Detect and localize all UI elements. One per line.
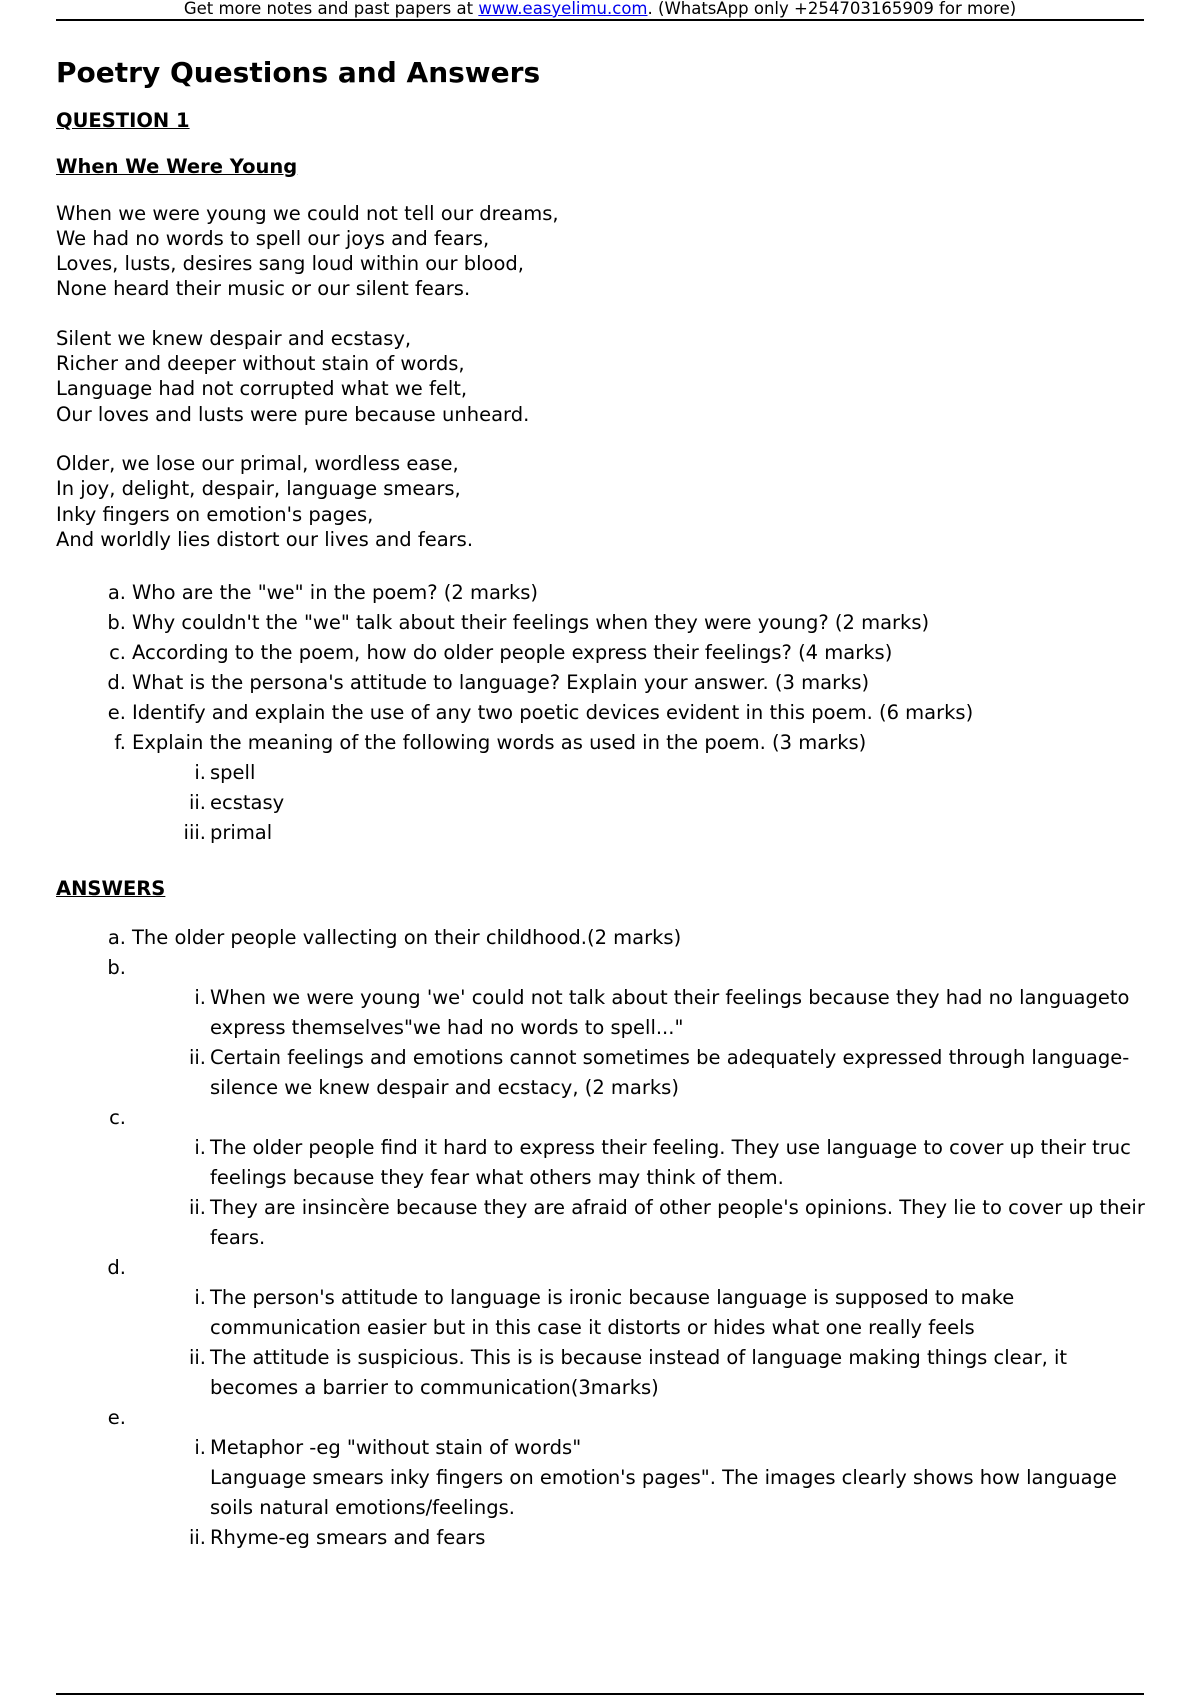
answer-item xyxy=(56,953,1146,1103)
poem-stanza xyxy=(56,451,1146,552)
list-marker: b. xyxy=(107,611,126,635)
answer-point xyxy=(56,1433,1146,1523)
vocabulary-list xyxy=(132,758,1146,848)
question-item xyxy=(56,578,1146,608)
answer-point-text: The person's attitude to language is ironic because language is supposed to make communication easier but in this case it distorts or hides what one really feels xyxy=(210,1286,1015,1340)
question-item xyxy=(56,728,1146,848)
list-marker: ii. xyxy=(188,1196,206,1220)
poem-line: Older, we lose our primal, wordless ease, xyxy=(56,451,459,475)
vocabulary-item xyxy=(56,788,1146,818)
list-marker: i. xyxy=(194,1286,206,1310)
list-marker: i. xyxy=(194,986,206,1010)
poem-line: When we were young we could not tell our dreams, xyxy=(56,201,559,225)
poem-line: In joy, delight, despair, language smears, xyxy=(56,477,461,501)
question-text: Explain the meaning of the following words as used in the poem. (3 marks) xyxy=(132,731,867,755)
poem-line: We had no words to spell our joys and fears, xyxy=(56,226,490,250)
vocabulary-word: ecstasy xyxy=(210,791,285,815)
answer-point xyxy=(56,1043,1146,1103)
list-marker: e. xyxy=(107,701,126,725)
list-marker: a. xyxy=(107,926,126,950)
question-text: Why couldn't the "we" talk about their feelings when they were young? (2 marks) xyxy=(132,611,930,635)
answer-sublist xyxy=(132,983,1146,1103)
list-marker: b. xyxy=(107,956,126,980)
answer-item xyxy=(56,923,1146,953)
list-marker: c. xyxy=(109,641,126,665)
page-title: Poetry Questions and Answers xyxy=(56,56,541,89)
answers-heading: ANSWERS xyxy=(56,877,166,901)
poem-line: Inky fingers on emotion's pages, xyxy=(56,502,374,526)
poem-line: Richer and deeper without stain of words, xyxy=(56,352,465,376)
answer-sublist xyxy=(132,1433,1146,1553)
list-marker: ii. xyxy=(188,1346,206,1370)
answer-point xyxy=(56,1193,1146,1253)
poem-line: Our loves and lusts were pure because unheard. xyxy=(56,402,530,426)
question-text: Identify and explain the use of any two poetic devices evident in this poem. (6 marks) xyxy=(132,701,974,725)
question-item xyxy=(56,698,1146,728)
poem-title: When We Were Young xyxy=(56,155,298,179)
header-prefix: Get more notes and past papers at xyxy=(183,0,479,18)
poem-stanza xyxy=(56,201,1146,302)
answer-point-text: When we were young 'we' could not talk about their feelings because they had no languageto express themselves"we had no words to spell..." xyxy=(210,986,1130,1040)
answer-list xyxy=(56,923,1146,1553)
question-item xyxy=(56,608,1146,638)
answer-point xyxy=(56,1523,1146,1553)
question-heading: QUESTION 1 xyxy=(56,109,190,132)
answer-point-detail: Language smears inky fingers on emotion's pages". The images clearly shows how language soils natural emotions/feelings. xyxy=(210,1466,1117,1520)
answer-item xyxy=(56,1403,1146,1553)
header-suffix: . (WhatsApp only +254703165909 for more) xyxy=(647,0,1017,18)
vocabulary-item xyxy=(56,758,1146,788)
question-item xyxy=(56,668,1146,698)
list-marker: e. xyxy=(107,1406,126,1430)
answer-point-text: Rhyme-eg smears and fears xyxy=(210,1526,486,1550)
answer-point-text: The attitude is suspicious. This is is because instead of language making things clear, it becomes a barrier to communication(3marks) xyxy=(210,1346,1068,1400)
answer-point xyxy=(56,1133,1146,1193)
poem-line: Loves, lusts, desires sang loud within our blood, xyxy=(56,252,524,276)
list-marker: d. xyxy=(107,671,126,695)
question-list xyxy=(56,578,1146,848)
answer-sublist xyxy=(132,1133,1146,1253)
question-item xyxy=(56,638,1146,668)
poem-line: Silent we knew despair and ecstasy, xyxy=(56,326,412,350)
list-marker: f. xyxy=(114,731,126,755)
list-marker: ii. xyxy=(188,1526,206,1550)
list-marker: iii. xyxy=(183,821,206,845)
answer-item xyxy=(56,1103,1146,1253)
answer-point-text: Certain feelings and emotions cannot sometimes be adequately expressed through language- silence we knew despair and ecstacy, (2 marks) xyxy=(210,1046,1130,1100)
question-text: Who are the "we" in the poem? (2 marks) xyxy=(132,581,539,605)
list-marker: a. xyxy=(107,581,126,605)
vocabulary-word: primal xyxy=(210,821,273,845)
answer-point-text: The older people find it hard to express their feeling. They use language to cover up their truc feelings because they fear what others may think of them. xyxy=(210,1136,1131,1190)
answer-item xyxy=(56,1253,1146,1403)
poem-stanza xyxy=(56,326,1146,427)
list-marker: i. xyxy=(194,761,206,785)
answer-point-text: Metaphor -eg "without stain of words" xyxy=(210,1436,582,1460)
vocabulary-word: spell xyxy=(210,761,256,785)
list-marker: i. xyxy=(194,1436,206,1460)
poem-line: None heard their music or our silent fears. xyxy=(56,277,471,301)
page-header xyxy=(56,0,1144,21)
answer-text: The older people vallecting on their childhood.(2 marks) xyxy=(132,926,682,950)
answer-point xyxy=(56,983,1146,1043)
list-marker: d. xyxy=(107,1256,126,1280)
answer-point-text: They are insincère because they are afraid of other people's opinions. They lie to cover up their fears. xyxy=(210,1196,1145,1250)
poem-line: Language had not corrupted what we felt, xyxy=(56,377,468,401)
list-marker: c. xyxy=(109,1106,126,1130)
question-text: According to the poem, how do older people express their feelings? (4 marks) xyxy=(132,641,893,665)
poem-line: And worldly lies distort our lives and fears. xyxy=(56,527,474,551)
document-body xyxy=(56,56,1146,1553)
question-text: What is the persona's attitude to language? Explain your answer. (3 marks) xyxy=(132,671,870,695)
list-marker: i. xyxy=(194,1136,206,1160)
answer-point xyxy=(56,1283,1146,1343)
answer-point xyxy=(56,1343,1146,1403)
vocabulary-item xyxy=(56,818,1146,848)
website-link[interactable]: www.easyelimu.com xyxy=(478,0,648,18)
list-marker: ii. xyxy=(188,791,206,815)
answer-sublist xyxy=(132,1283,1146,1403)
bottom-rule xyxy=(56,1693,1144,1695)
list-marker: ii. xyxy=(188,1046,206,1070)
